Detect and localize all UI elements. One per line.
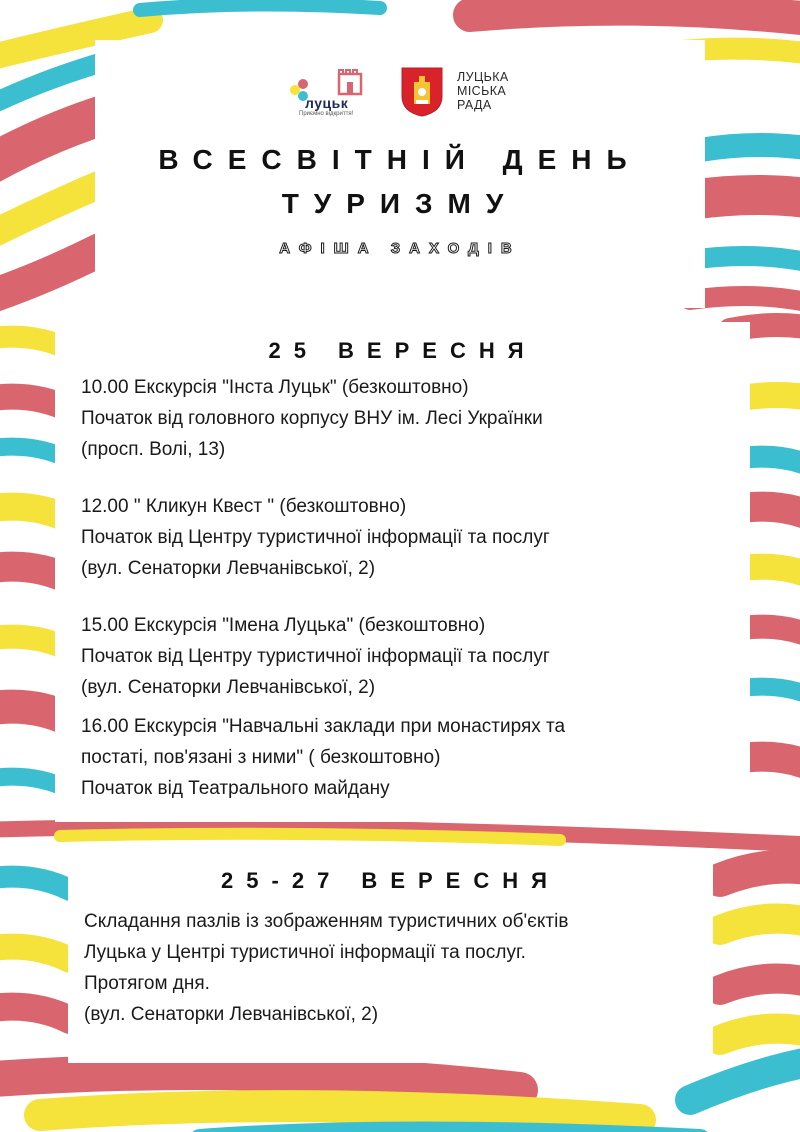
event-title-continued: постаті, пов'язані з ними" ( безкоштовно) [81,747,441,768]
city-council-line-3: РАДА [457,98,492,112]
event-address: (вул. Сенаторки Левчанівської, 2) [81,677,376,698]
event-line-2: Луцька у Центрі туристичної інформації та послуг. [84,942,526,963]
event-title: 12.00 " Кликун Квест " (безкоштовно) [81,496,407,517]
events-list [81,372,741,804]
city-council-line-1: ЛУЦЬКА [457,70,509,84]
event-line-1: Складання пазлів із зображенням туристичних об'єктів [84,911,569,932]
page-subtitle: АФІША ЗАХОДІВ [279,240,521,257]
event-location: Початок від Центру туристичної інформації та послуг [81,646,550,667]
event-location: Початок від Театрального майдану [81,778,390,799]
event-item [81,711,741,804]
event-item [84,906,704,1030]
event-item [81,491,741,584]
event-title: 10.00 Екскурсія "Інста Луцьк" (безкоштовно) [81,377,469,398]
event-location: Початок від головного корпусу ВНУ ім. Лесі Українки [81,408,543,429]
date-heading-sept-25-27: 25-27 ВЕРЕСНЯ [221,868,560,893]
event-item [81,610,741,703]
city-council-name [457,70,509,112]
logos-row [95,66,705,136]
header-panel [95,40,705,308]
page-title-line-1: ВСЕСВІТНІЙ ДЕНЬ [158,144,642,175]
date-heading-sept-25: 25 ВЕРЕСНЯ [268,338,537,363]
event-line-3: Протягом дня. [84,973,210,994]
puzzle-event-description [84,906,704,1030]
event-address: (вул. Сенаторки Левчанівської, 2) [84,1004,379,1025]
events-sept-25-27-panel [68,848,713,1063]
event-location: Початок від Центру туристичної інформації та послуг [81,527,550,548]
lutsk-tourism-logo [287,68,369,126]
city-council-line-2: МІСЬКА [457,84,507,98]
event-title: 16.00 Екскурсія "Навчальні заклади при монастирях та [81,716,566,737]
event-item [81,372,741,465]
lutsk-coat-of-arms-icon [400,66,444,118]
lutsk-logo-name: луцьк [305,95,349,111]
events-sept-25-panel [55,322,750,822]
event-title: 15.00 Екскурсія "Імена Луцька" (безкоштовно) [81,615,486,636]
event-address: (вул. Сенаторки Левчанівської, 2) [81,558,376,579]
page-title-line-2: ТУРИЗМУ [281,188,519,219]
lutsk-logo-slogan: Приємно відкриття! [299,111,354,117]
event-address: (просп. Волі, 13) [81,439,226,460]
